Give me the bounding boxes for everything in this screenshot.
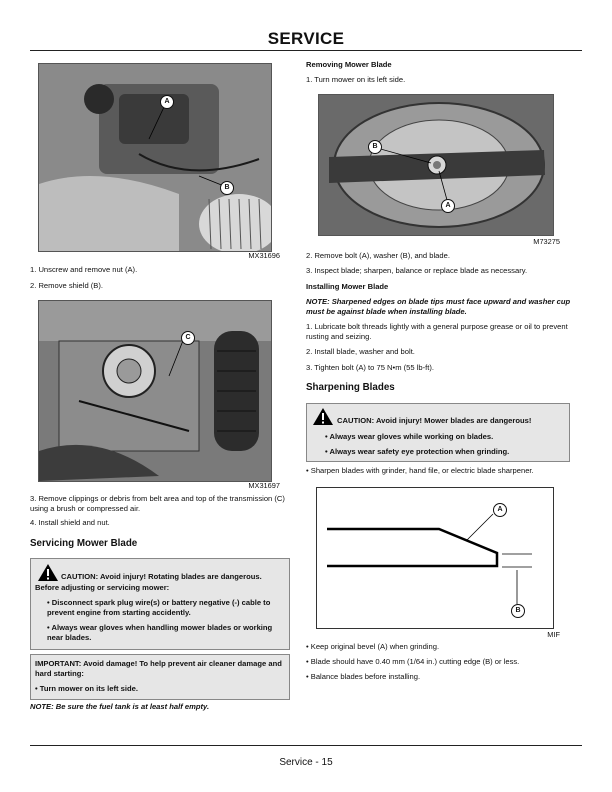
caution2-line-1: CAUTION: Avoid injury! Mower blades are dangerous!	[337, 416, 532, 425]
transmission-illustration	[39, 301, 271, 481]
figure-code: MX31697	[248, 481, 280, 490]
important-bullet: • Turn mower on its left side.	[35, 684, 138, 693]
installing-note: NOTE: Sharpened edges on blade tips must face upward and washer cup must be against blade when installing blade.	[306, 297, 571, 317]
step-2: 2. Remove shield (B).	[30, 281, 104, 290]
callout-b: B	[220, 181, 234, 195]
page-number: Service - 15	[279, 757, 333, 768]
caution2-bullet-2: • Always wear safety eye protection when grinding.	[325, 447, 510, 456]
callout-a: A	[160, 95, 174, 109]
heading-removing-mower-blade: Removing Mower Blade	[306, 60, 392, 69]
caution-box	[30, 558, 290, 650]
caution-line-2: Before adjusting or servicing mower:	[35, 583, 170, 592]
callout-a: A	[493, 503, 507, 517]
installing-step-1: 1. Lubricate bolt threads lightly with a general purpose grease or oil to prevent rusting and seizing.	[306, 322, 568, 342]
step-4: 4. Install shield and nut.	[30, 518, 110, 527]
header-rule	[30, 50, 582, 51]
installing-step-3: 3. Tighten bolt (A) to 75 N•m (55 lb-ft).	[306, 363, 435, 372]
callout-c: C	[181, 331, 195, 345]
bevel-bullet-2: • Blade should have 0.40 mm (1/64 in.) cutting edge (B) or less.	[306, 657, 520, 666]
note-fuel-tank: NOTE: Be sure the fuel tank is at least half empty.	[30, 702, 210, 711]
callout-a: A	[441, 199, 455, 213]
important-box	[30, 654, 290, 700]
caution-box	[306, 403, 570, 462]
caution-bullet-1: • Disconnect spark plug wire(s) or battery negative (-) cable to prevent engine from starting accidently.	[47, 598, 271, 618]
bevel-bullet-1: • Keep original bevel (A) when grinding.	[306, 642, 440, 651]
caution2-bullet-1: • Always wear gloves while working on blades.	[325, 432, 494, 441]
mower-blade-illustration	[319, 95, 553, 235]
section-sharpening-blades: Sharpening Blades	[306, 382, 395, 393]
mower-shield-illustration	[39, 64, 271, 251]
removing-step-2: 2. Remove bolt (A), washer (B), and blade.	[306, 251, 450, 260]
callout-b: B	[511, 604, 525, 618]
footer-rule	[30, 745, 582, 746]
step-3: 3. Remove clippings or debris from belt area and top of the transmission (C) using a brush or compressed air.	[30, 494, 285, 514]
warning-triangle-icon	[37, 563, 59, 582]
section-servicing-mower-blade: Servicing Mower Blade	[30, 538, 138, 549]
step-1: 1. Unscrew and remove nut (A).	[30, 265, 138, 274]
removing-step-1: 1. Turn mower on its left side.	[306, 75, 406, 84]
figure-transmission-photo	[38, 300, 272, 482]
warning-triangle-icon	[312, 407, 334, 426]
page-title: SERVICE	[267, 29, 345, 48]
installing-step-2: 2. Install blade, washer and bolt.	[306, 347, 415, 356]
bevel-bullet-3: • Balance blades before installing.	[306, 672, 421, 681]
figure-blade-bevel-diagram	[316, 487, 554, 629]
figure-mower-shield-photo	[38, 63, 272, 252]
figure-code: MX31696	[248, 251, 280, 260]
removing-step-3: 3. Inspect blade; sharpen, balance or replace blade as necessary.	[306, 266, 528, 275]
important-text: IMPORTANT: Avoid damage! To help prevent air cleaner damage and hard starting:	[35, 659, 282, 679]
figure-code: M73275	[533, 237, 560, 246]
callout-b: B	[368, 140, 382, 154]
caution-bullet-2: • Always wear gloves when handling mower blades or working near blades.	[47, 623, 273, 643]
figure-code: MIF	[547, 630, 560, 639]
sharpen-bullet: • Sharpen blades with grinder, hand file, or electric blade sharpener.	[306, 466, 534, 475]
heading-installing-mower-blade: Installing Mower Blade	[306, 282, 389, 291]
figure-blade-photo	[318, 94, 554, 236]
caution-line-1: CAUTION: Avoid injury! Rotating blades are dangerous.	[61, 572, 262, 581]
